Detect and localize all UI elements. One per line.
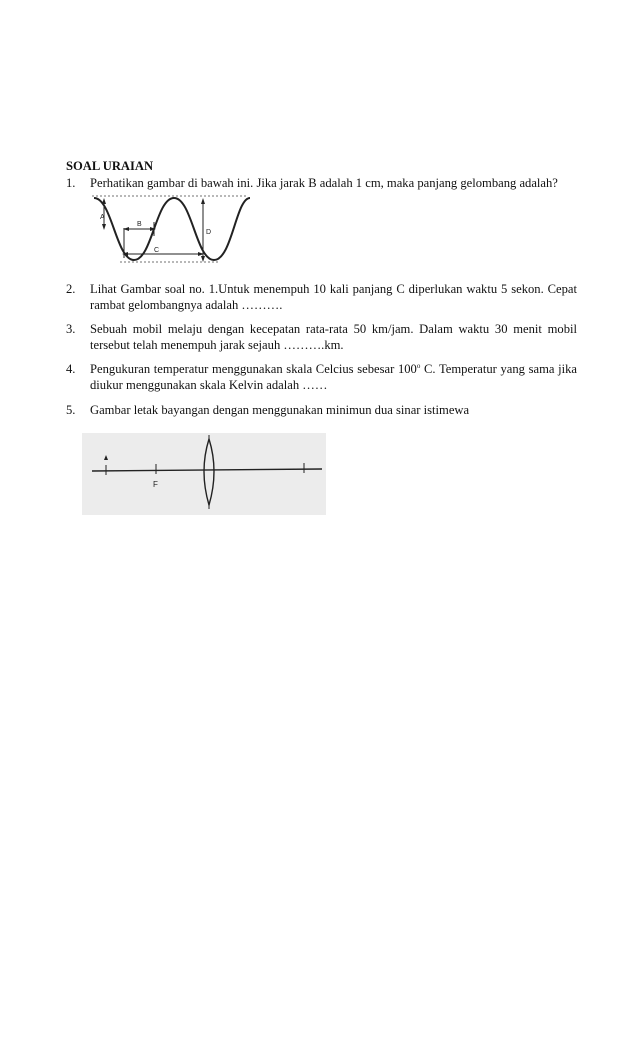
question-1 — [66, 175, 577, 191]
focal-label: F — [153, 480, 158, 489]
question-text: Sebuah mobil melaju dengan kecepatan rata-rata 50 km/jam. Dalam waktu 30 menit mobil tersebut telah menempuh jarak sejauh ……….km. — [90, 322, 577, 352]
question-text: Perhatikan gambar di bawah ini. Jika jarak B adalah 1 cm, maka panjang gelombang adalah? — [90, 176, 558, 190]
question-number: 1. — [66, 176, 76, 190]
question-3 — [66, 321, 577, 353]
label-b: B — [137, 221, 142, 228]
section-heading: SOAL URAIAN — [66, 159, 154, 173]
question-number: 4. — [66, 362, 76, 376]
label-a: A — [100, 214, 105, 221]
question-text: Gambar letak bayangan dengan menggunakan minimun dua sinar istimewa — [90, 403, 470, 417]
question-5 — [66, 402, 577, 418]
question-text: Pengukuran temperatur menggunakan skala Celcius sebesar 100$^o$ C. Temperatur yang sama jika diukur menggunakan skala Kelvin adalah …… — [90, 361, 577, 392]
wave-curve — [94, 198, 250, 260]
lens-figure — [82, 433, 326, 515]
label-c: C — [154, 247, 160, 254]
wave-figure — [90, 192, 250, 274]
question-number: 5. — [66, 403, 76, 417]
label-d: D — [206, 229, 212, 236]
question-4 — [66, 361, 577, 393]
question-number: 2. — [66, 282, 76, 296]
question-2 — [66, 281, 577, 313]
question-number: 3. — [66, 322, 76, 336]
question-text: Lihat Gambar soal no. 1.Untuk menempuh 10 kali panjang C diperlukan waktu 5 sekon. Cepat rambat gelombangnya adalah ………. — [90, 282, 577, 312]
